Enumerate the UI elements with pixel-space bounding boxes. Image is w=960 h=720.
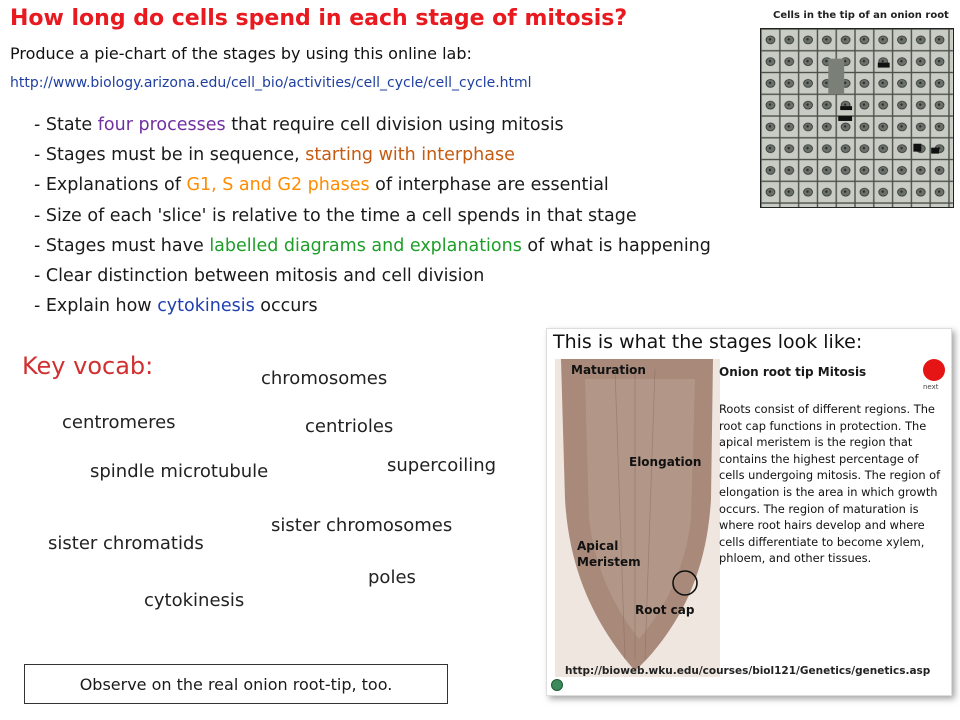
vocab-chromosomes: chromosomes <box>261 368 388 389</box>
label-root-cap: Root cap <box>635 603 695 617</box>
vocab-sister-chromatids: sister chromatids <box>48 533 204 554</box>
mitosis-panel-title: Onion root tip Mitosis <box>719 365 867 379</box>
next-button[interactable] <box>923 359 945 381</box>
vocab-supercoiling: supercoiling <box>387 455 497 476</box>
vocab-cytokinesis: cytokinesis <box>144 590 245 611</box>
page-title: How long do cells spend in each stage of mitosis? <box>10 6 628 31</box>
criteria-item: - Clear distinction between mitosis and cell division <box>34 266 485 287</box>
criteria-item: - Explanations of G1, S and G2 phases of interphase are essential <box>34 175 609 196</box>
label-elongation: Elongation <box>629 455 702 469</box>
vocab-poles: poles <box>368 567 416 588</box>
criteria-item: - Stages must have labelled diagrams and explanations of what is happening <box>34 235 711 256</box>
next-label: next <box>923 383 939 391</box>
globe-icon <box>551 679 563 691</box>
criteria-highlight: four processes <box>97 115 226 135</box>
onion-figure-caption: Cells in the tip of an onion root <box>773 10 949 21</box>
root-tip-micrograph <box>555 359 720 677</box>
observe-note-box <box>24 664 448 704</box>
label-maturation: Maturation <box>571 363 646 377</box>
vocab-spindle-microtubule: spindle microtubule <box>90 461 269 482</box>
stages-panel <box>546 328 952 696</box>
root-regions-description: Roots consist of different regions. The root cap functions in protection. The apical meristem is the region that contains the highest percentage of cells undergoing mitosis. The region of elongation is the area in which growth occurs. The region of maturation is where root hairs develop and where cells differentiate to become xylem, phloem, and other tissues. <box>719 402 941 566</box>
stages-heading: This is what the stages look like: <box>553 331 863 353</box>
label-apical: Apical <box>577 539 619 553</box>
label-meristem: Meristem <box>577 555 641 569</box>
online-lab-link[interactable]: http://www.biology.arizona.edu/cell_bio/activities/cell_cycle/cell_cycle.html <box>10 75 532 91</box>
vocab-centromeres: centromeres <box>62 412 176 433</box>
onion-cells-micrograph <box>760 28 954 208</box>
vocab-centrioles: centrioles <box>305 416 394 437</box>
root-tip-image <box>555 359 720 677</box>
criteria-highlight: cytokinesis <box>157 296 255 317</box>
subtitle: Produce a pie-chart of the stages by using this online lab: <box>10 44 472 63</box>
key-vocab-heading: Key vocab: <box>22 352 154 380</box>
observe-note: Observe on the real onion root-tip, too. <box>79 674 393 694</box>
criteria-item: - Explain how cytokinesis occurs <box>34 296 318 317</box>
criteria-item: - Stages must be in sequence, starting with interphase <box>34 145 515 166</box>
criteria-item: - Size of each 'slice' is relative to the time a cell spends in that stage <box>34 205 637 226</box>
onion-cells-figure <box>757 10 957 210</box>
criteria-highlight: starting with interphase <box>305 145 515 166</box>
criteria-list <box>34 110 711 321</box>
criteria-highlight: labelled diagrams and explanations <box>209 235 522 256</box>
source-url[interactable]: http://bioweb.wku.edu/courses/biol121/Genetics/genetics.asp <box>565 665 931 677</box>
criteria-item: - State four processes that require cell division using mitosis <box>34 115 564 135</box>
criteria-highlight: G1, S and G2 phases <box>186 175 370 196</box>
vocab-sister-chromosomes: sister chromosomes <box>271 515 453 536</box>
